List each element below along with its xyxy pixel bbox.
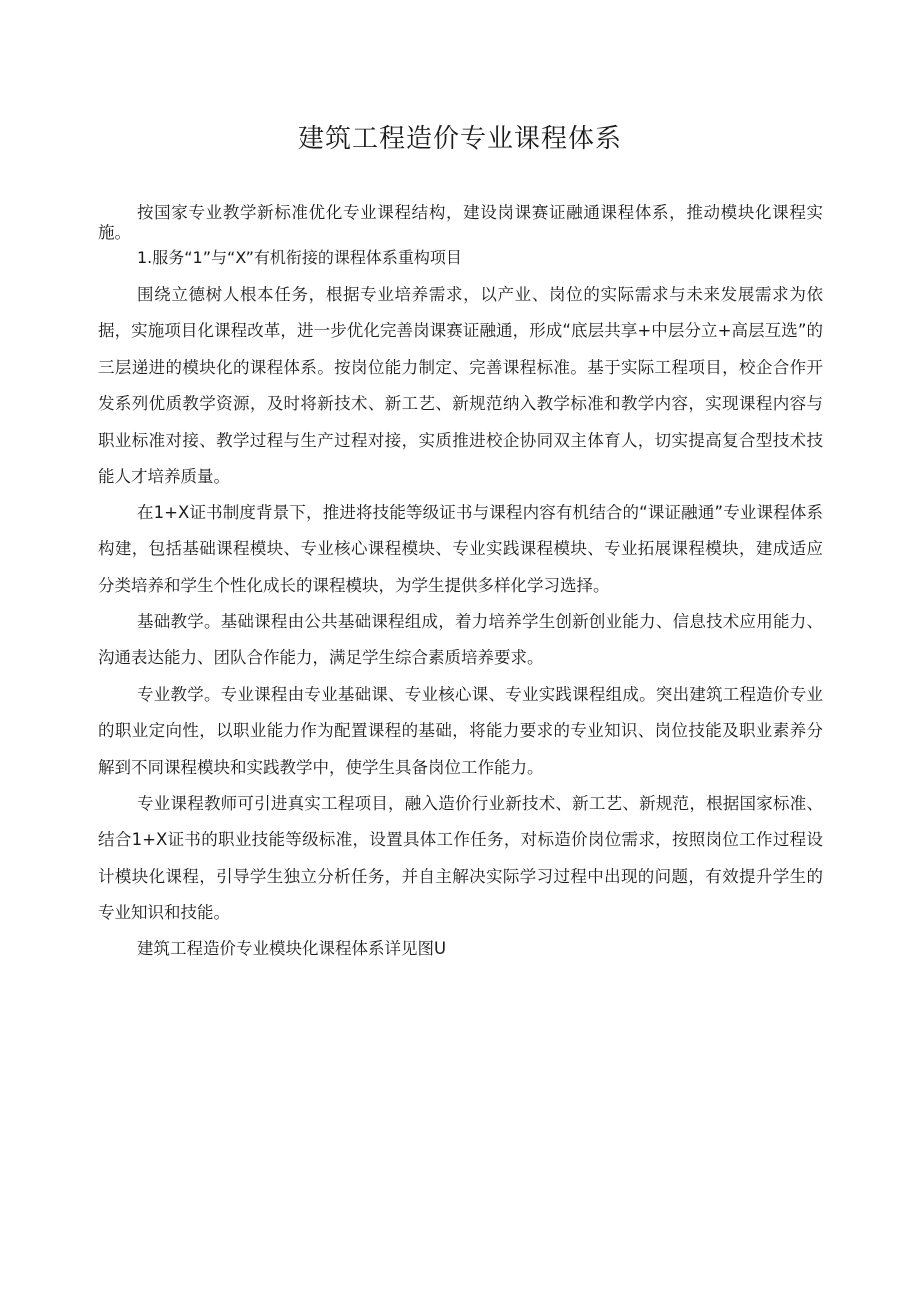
figure-reference-paragraph: 建筑工程造价专业模块化课程体系详见图U	[137, 939, 447, 958]
intro-paragraph: 按国家专业教学新标准优化专业课程结构，建设岗课赛证融通课程体系，推动模块化课程实施。	[98, 203, 823, 242]
document-title: 建筑工程造价专业课程体系	[297, 124, 622, 154]
body-paragraph: 专业教学。专业课程由专业基础课、专业核心课、专业实践课程组成。突出建筑工程造价专业的职业定向性，以职业能力作为配置课程的基础，将能力要求的专业知识、岗位技能及职业素养分解到不同课程模块和实践教学中，使学生具备岗位工作能力。	[98, 685, 823, 777]
section-heading: 1.服务“1”与“X”有机衔接的课程体系重构项目	[137, 248, 462, 267]
body-paragraph: 围绕立德树人根本任务，根据专业培养需求，以产业、岗位的实际需求与未来发展需求为依据，实施项目化课程改革，进一步优化完善岗课赛证融通，形成“底层共享+中层分立+高层互选”的三层递进的模块化的课程体系。按岗位能力制定、完善课程标准。基于实际工程项目，校企合作开发系列优质教学资源，及时将新技术、新工艺、新规范纳入教学标准和教学内容，实现课程内容与职业标准对接、教学过程与生产过程对接，实质推进校企协同双主体育人，切实提高复合型技术技能人才培养质量。	[98, 285, 823, 487]
body-paragraph: 在1+X证书制度背景下，推进将技能等级证书与课程内容有机结合的“课证融通”专业课程体系构建，包括基础课程模块、专业核心课程模块、专业实践课程模块、专业拓展课程模块，建成适应分类培养和学生个性化成长的课程模块，为学生提供多样化学习选择。	[98, 503, 823, 595]
body-paragraph: 专业课程教师可引进真实工程项目，融入造价行业新技术、新工艺、新规范，根据国家标准、结合1+X证书的职业技能等级标准，设置具体工作任务，对标造价岗位需求，按照岗位工作过程设计模块化课程，引导学生独立分析任务，并自主解决实际学习过程中出现的问题，有效提升学生的专业知识和技能。	[98, 794, 823, 923]
body-paragraph: 基础教学。基础课程由公共基础课程组成，着力培养学生创新创业能力、信息技术应用能力、沟通表达能力、团队合作能力，满足学生综合素质培养要求。	[98, 612, 823, 668]
